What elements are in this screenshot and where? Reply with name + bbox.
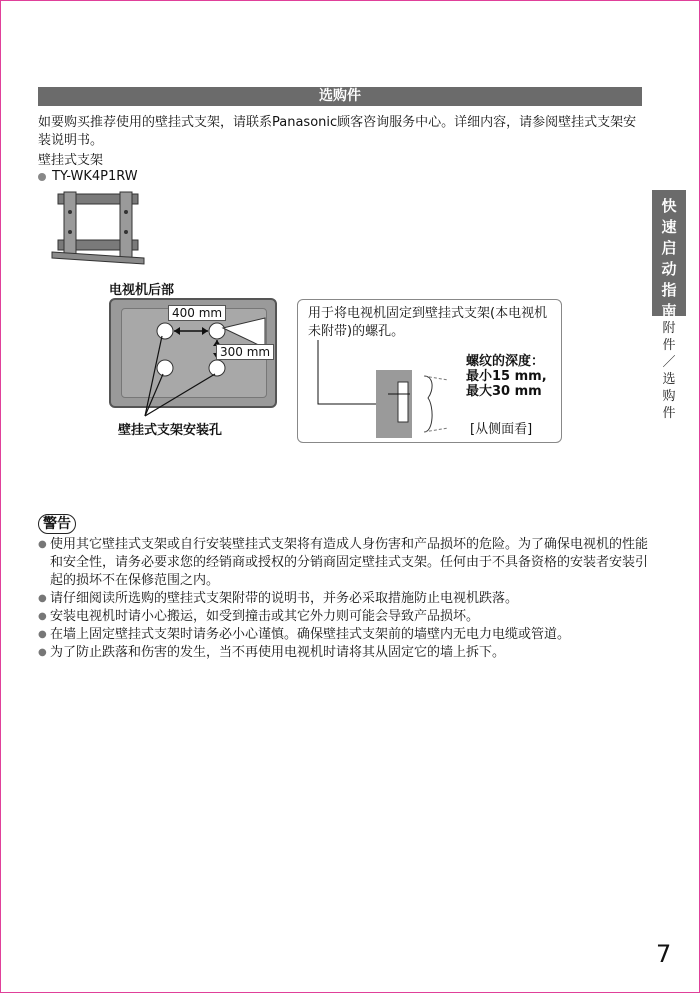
thread-depth-info [466,354,547,399]
warning-item: ● 使用其它壁挂式支架或自行安装壁挂式支架将有造成人身伤害和产品损坏的危险。为了确保电视机的性能和安全性，请务必要求您的经销商或授权的分销商固定壁挂式支架。任何由于不具备资格的安装者安装引起的损坏不在保修范围之内。 [38,536,650,590]
chapter-sub-char: 选 [662,372,676,387]
chapter-tab-char: 启 [661,239,677,257]
chapter-tab-char: 指 [661,281,677,299]
section-title: 选购件 [319,88,361,104]
warning-item: ● 在墙上固定壁挂式支架时请务必小心谨慎。确保壁挂式支架前的墙壁内无电力电缆或管道。 [38,626,650,644]
warning-badge: 警告 [38,514,76,534]
chapter-sub-char: 附 [662,321,676,336]
warning-item: ● 安装电视机时请小心搬运，如受到撞击或其它外力则可能会导致产品损坏。 [38,608,650,626]
dimension-400-label: 400 mm [168,305,226,321]
dimension-300-label: 300 mm [216,344,274,360]
bracket-model: TY-WK4P1RW [52,169,138,184]
chapter-sub-char: 购 [662,389,676,404]
chapter-subsection [652,320,686,422]
screw-callout-box [297,299,562,443]
intro-paragraph: 如要购买推荐使用的壁挂式支架，请联系Panasonic顾客咨询服务中心。详细内容，请参阅壁挂式支架安装说明书。 [38,115,637,148]
chapter-tab-char: 速 [661,218,677,236]
thread-depth-title: 螺纹的深度： [466,354,545,369]
chapter-sub-char: 件 [662,406,676,421]
screw-side-view [298,340,458,440]
chapter-tab-char: 快 [661,197,677,215]
wall-bracket-illustration [50,188,146,270]
thread-depth-min: 最小15 mm, [466,369,547,384]
side-view-label: [从侧面看] [470,422,533,437]
bracket-model-item [38,168,138,185]
mount-holes-label: 壁挂式支架安装孔 [118,423,223,438]
chapter-sub-char: ／ [662,355,676,370]
warning-item: ● 请仔细阅读所选购的壁挂式支架附带的说明书，并务必采取措施防止电视机跌落。 [38,590,650,608]
warning-list [38,536,650,662]
bullet-icon [38,173,46,181]
chapter-sub-char: 件 [662,338,676,353]
thread-depth-max: 最大30 mm [466,384,542,399]
warning-item: ● 为了防止跌落和伤害的发生，当不再使用电视机时请将其从固定它的墙上拆下。 [38,644,650,662]
chapter-tab-char: 南 [661,302,677,320]
bracket-heading: 壁挂式支架 [38,153,104,168]
chapter-tab [652,190,686,320]
section-header-bar [38,87,642,106]
chapter-tab-title [652,196,686,322]
screw-description: 用于将电视机固定到壁挂式支架(本电视机未附带)的螺孔。 [308,306,548,339]
tv-back-label: 电视机后部 [109,283,175,298]
page-number: 7 [656,940,672,968]
chapter-tab-char: 动 [661,260,677,278]
